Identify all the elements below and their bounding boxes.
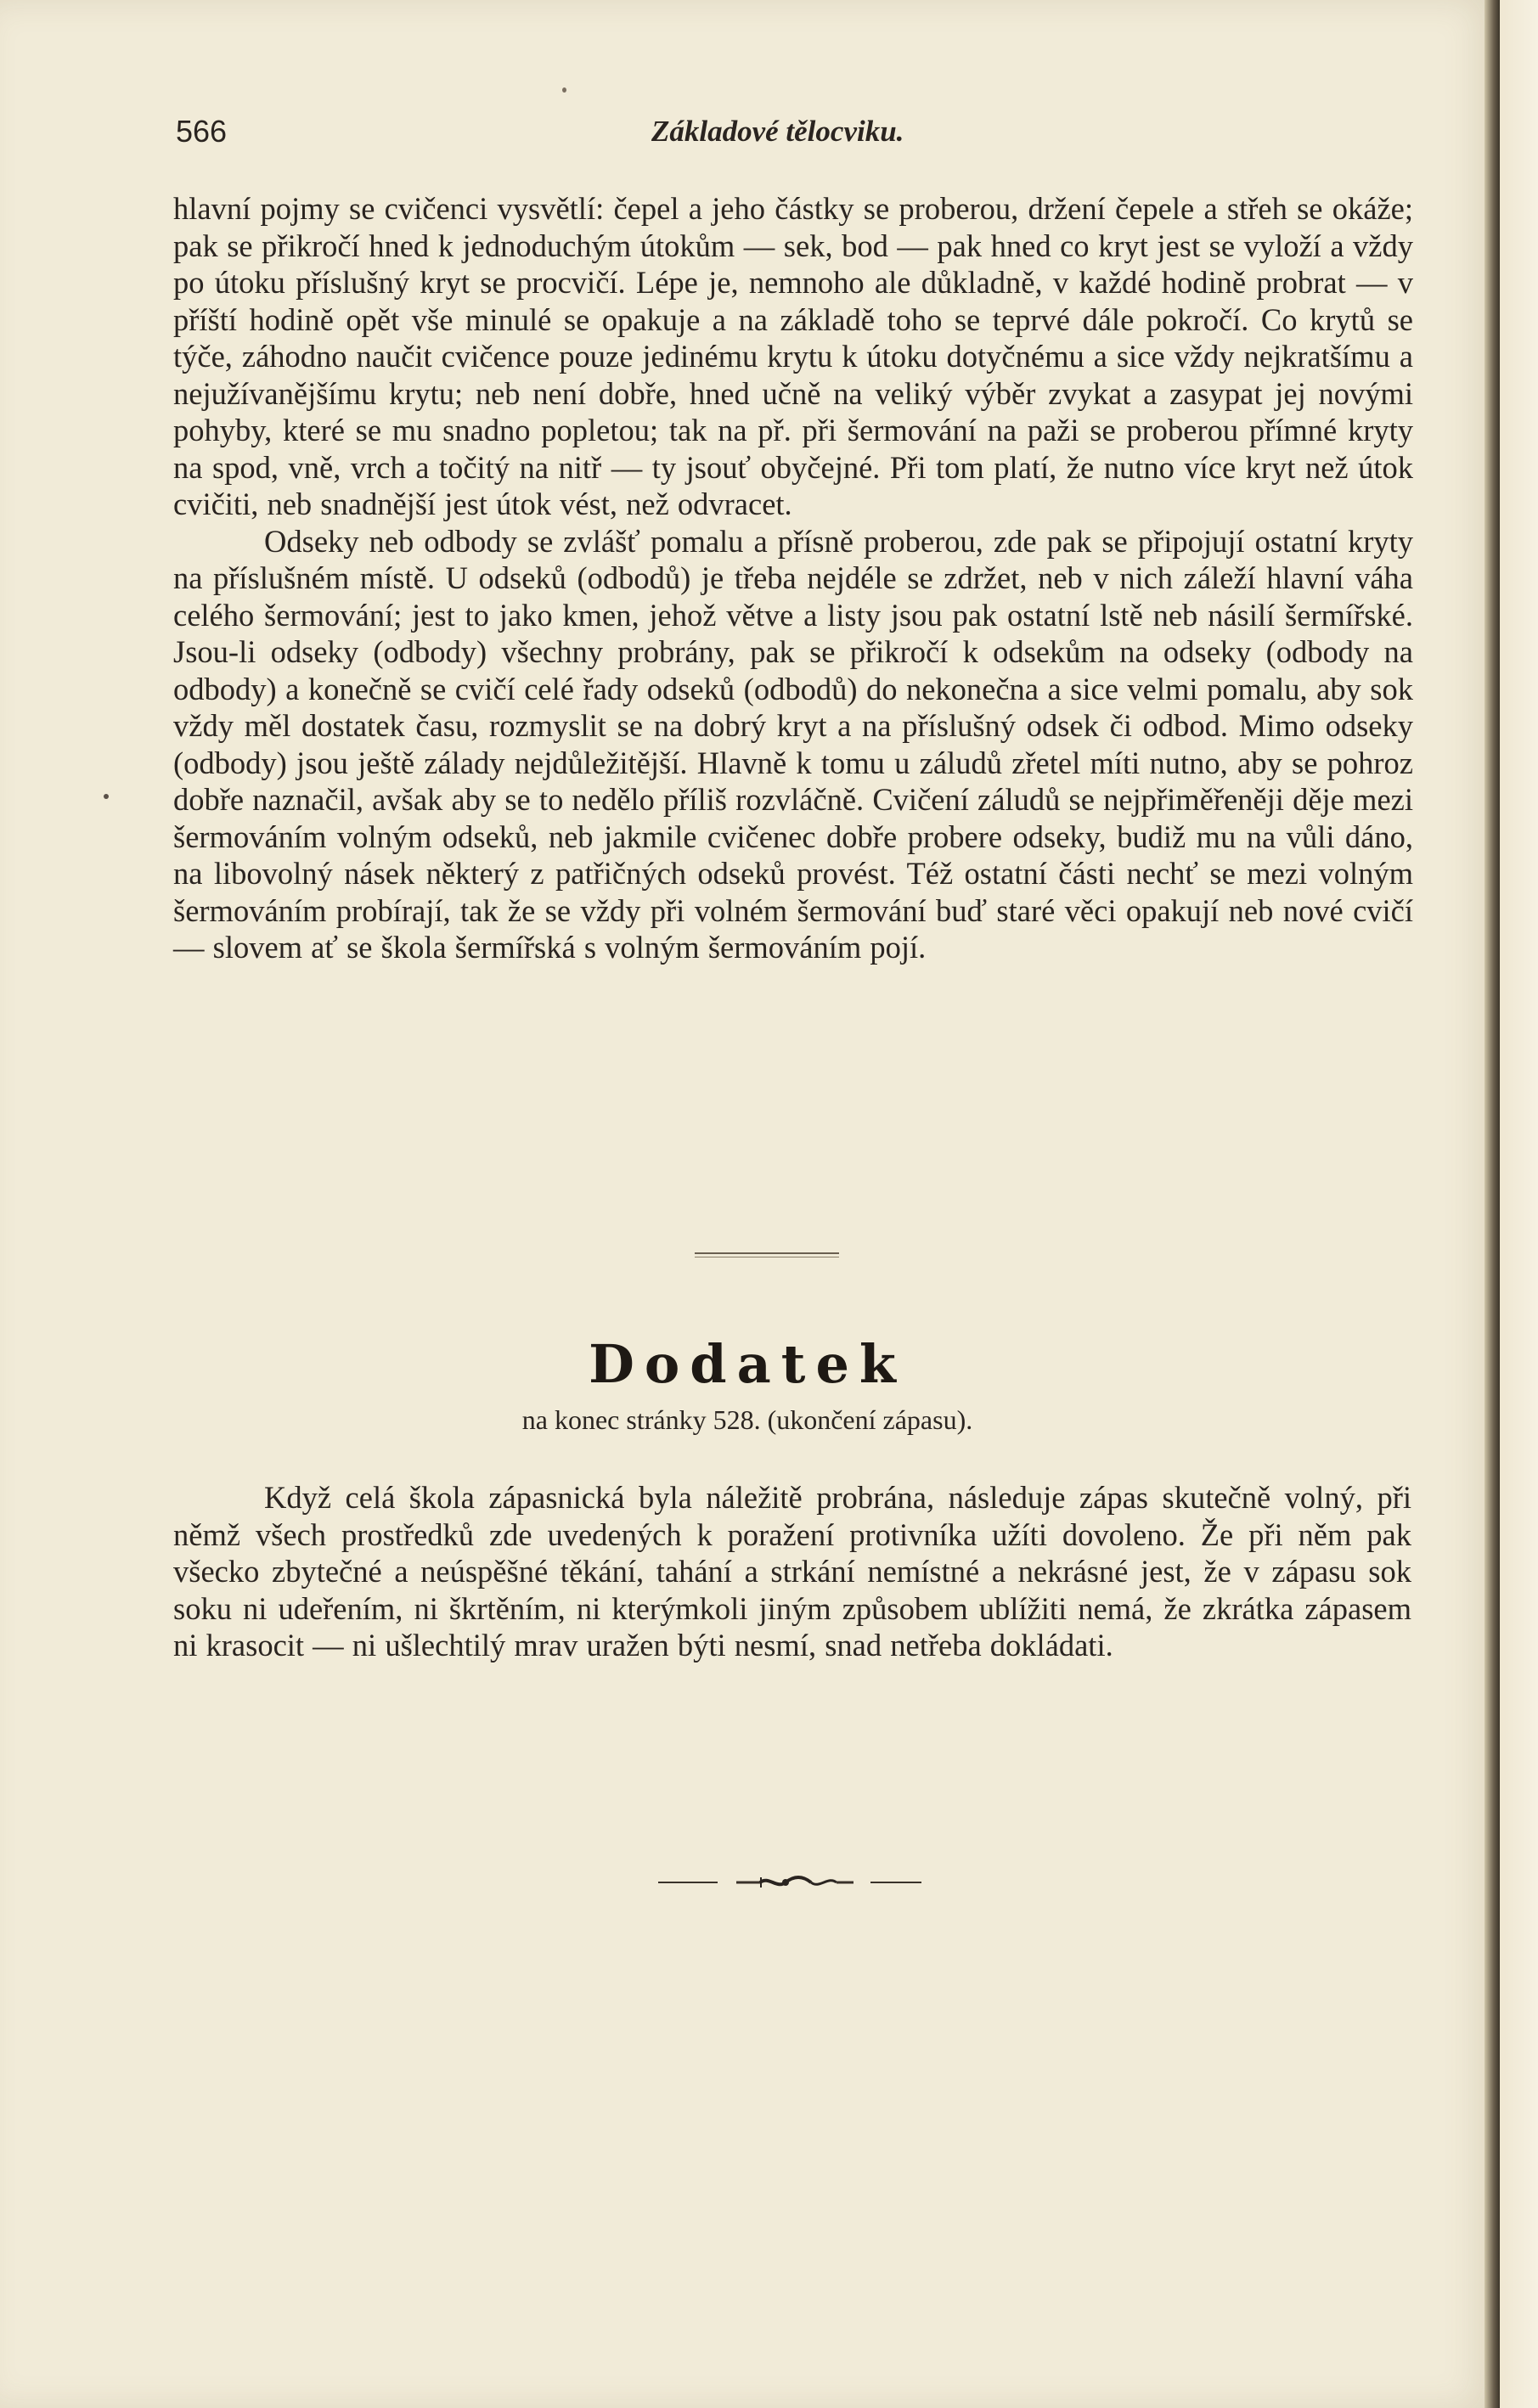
appendix-text-block <box>173 1479 1411 1664</box>
book-gutter-shadow <box>1484 0 1500 2408</box>
end-ornament <box>658 1872 921 1893</box>
print-speck <box>562 87 566 93</box>
appendix-subtitle: na konec stránky 528. (ukončení zápasu). <box>521 1404 973 1435</box>
body-paragraph-text: Odseky neb odbody se zvlášť pomalu a přísně proberou, zde pak se připojují ostatní kryty na příslušném místě. U odseků (odbodů) je třeba nejdéle se zdržet, neb v nich záleží hlavní váha celého šermování; jest to jako kmen, jehož větve a listy jsou pak ostatní lstě neb násilí šermířské. Jsou-li odseky (odbody) všechny probrány, pak se přikročí k odsekům na odseky (odbody na odbody) a konečně se cvičí celé řady odseků (odbodů) do nekonečna a sice velmi pomalu, aby sok vždy měl dostatek času, rozmyslit se na dobrý kryt a na příslušný odsek či odbod. Mimo odseky (odbody) jsou ještě zálady nejdůležitější. Hlavně k tomu u záludů zřetel míti nutno, aby se pohroz dobře naznačil, avšak aby se to nedělo příliš rozvláčně. Cvičení záludů se nejpřiměřeněji děje mezi šermováním volným odseků, neb jakmile cvičenec dobře probere odseky, budiž mu na vůli dáno, na libovolný násek některý z patřičných odseků provést. Též ostatní části nechť se mezi volným šermováním probírají, tak že se vždy při volném šermování buď staré věci opakují neb nové cvičí — slovem ať se škola šermířská s volným šermováním pojí. <box>173 523 1413 965</box>
body-paragraph: hlavní pojmy se cvičenci vysvětlí: čepel a jeho částky se proberou, držení čepele a střeh se okáže; pak se přikročí hned k jednoduchým útokům — sek, bod — pak hned co kryt jest se vyloží a vždy po útoku příslušný kryt se procvičí. Lépe je, nemnoho ale důkladně, v každé hodině probrat — v příští hodině opět vše minulé se opakuje a na základě toho se teprvé dále pokročí. Co krytů se týče, záhodno naučit cvičence pouze jedinému krytu k útoku dotyčnému a sice vždy nejkratšímu a nejužívanějšímu krytu; neb není dobře, hned učně na veliký výběr zvykat a zasypat jej novými pohyby, které se mu snadno popletou; tak na př. při šermování na paži se proberou přímné kryty na spod, vně, vrch a točitý na nitř — ty jsouť obyčejné. Při tom platí, že nutno více kryt než útok cvičiti, neb snadnější jest útok vést, než odvracet. <box>173 191 1413 521</box>
body-text-block <box>173 190 1413 966</box>
page-number: 566 <box>176 114 228 149</box>
body-paragraph <box>173 523 1413 966</box>
flourish-icon <box>658 1872 921 1893</box>
appendix-paragraph <box>173 1479 1411 1664</box>
running-title: Základové tělocviku. <box>651 115 904 148</box>
section-divider <box>695 1252 839 1254</box>
print-speck <box>104 794 109 799</box>
page-header <box>176 113 1335 155</box>
appendix-title: Dodatek <box>589 1333 906 1395</box>
book-gutter-edge <box>1500 0 1538 2408</box>
appendix-paragraph-text: Když celá škola zápasnická byla náležitě probrána, následuje zápas skutečně volný, při němž všech prostředků zde uvedených k poražení protivníka užíti dovoleno. Že při něm pak všecko zbytečné a neúspěšné těkání, tahání a strkání nemístné a nekrásné jest, že v zápasu sok soku ni udeřením, ni škrtěním, ni kterýmkoli jiným způsobem ublížiti nemá, že zkrátka zápasem ni krasocit — ni ušlechtilý mrav uražen býti nesmí, snad netřeba dokládati. <box>173 1480 1411 1663</box>
